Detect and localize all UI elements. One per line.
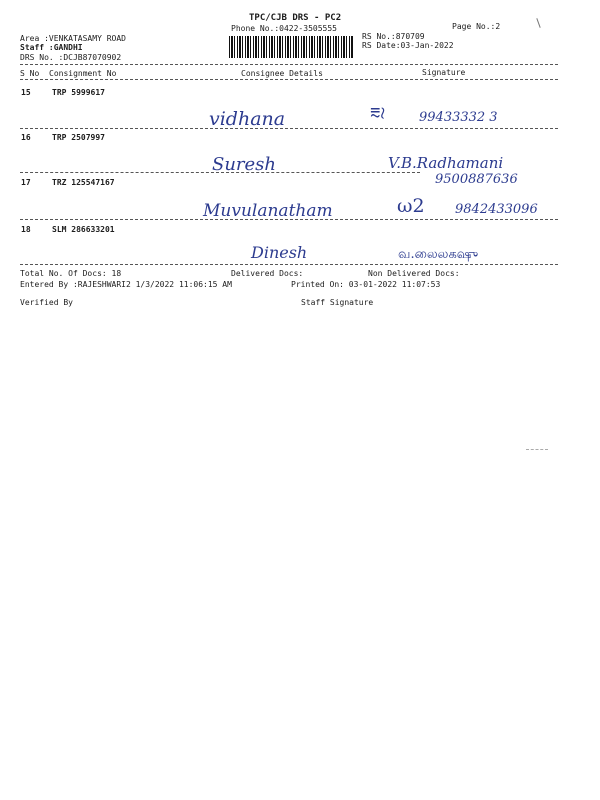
column-header-consignment: Consignment No: [49, 69, 117, 78]
row-sno: 18: [21, 225, 31, 234]
handwritten-consignee-name: vidhana: [209, 108, 286, 130]
rs-number: RS No.:870709: [362, 32, 425, 41]
printed-on: Printed On: 03-01-2022 11:07:53: [291, 280, 441, 289]
column-header-sno: S No: [20, 69, 40, 78]
handwritten-phone: 99433332 3: [419, 110, 498, 125]
staff-label: Staff :GANDHI: [20, 43, 83, 52]
divider: [20, 128, 558, 129]
column-header-signature: Signature: [422, 68, 466, 77]
signature-scribble-icon: வ.லைலகஷு: [398, 247, 479, 262]
divider: [20, 264, 558, 265]
row-consignment: TRZ 125547167: [52, 178, 115, 187]
row-consignment: TRP 5999617: [52, 88, 105, 97]
phone-number: Phone No.:0422-3505555: [231, 24, 337, 33]
handwritten-consignee-name: Dinesh: [251, 243, 308, 262]
row-sno: 15: [21, 88, 31, 97]
delivered-docs: Delivered Docs:: [231, 269, 304, 278]
signature-scribble-icon: ⩳≀: [370, 102, 385, 123]
non-delivered-docs: Non Delivered Docs:: [368, 269, 460, 278]
document-title: TPC/CJB DRS - PC2: [249, 13, 342, 23]
handwritten-phone: 9842433096: [455, 202, 538, 217]
column-header-consignee: Consignee Details: [241, 69, 323, 78]
staff-signature: Staff Signature: [301, 298, 374, 307]
handwritten-signature: V.B.Radhamani: [388, 154, 504, 172]
handwritten-consignee-name: Muvulanatham: [203, 201, 333, 221]
total-docs: Total No. Of Docs: 18: [20, 269, 122, 278]
barcode: [229, 36, 354, 58]
handwritten-consignee-name: Suresh: [212, 154, 277, 175]
divider: [20, 219, 558, 220]
entered-by: Entered By :RAJESHWARI2 1/3/2022 11:06:15 AM: [20, 280, 232, 289]
row-sno: 17: [21, 178, 31, 187]
drs-number: DRS No. :DCJB87070902: [20, 53, 122, 62]
page-number: Page No.:2: [452, 22, 501, 31]
row-sno: 16: [21, 133, 31, 142]
row-consignment: TRP 2507997: [52, 133, 105, 142]
verified-by: Verified By: [20, 298, 73, 307]
area-label: Area :VENKATASAMY ROAD: [20, 34, 126, 43]
row-consignment: SLM 286633201: [52, 225, 115, 234]
signature-scribble-icon: ω2: [397, 195, 425, 217]
divider: [20, 172, 420, 173]
stray-mark: [526, 449, 548, 450]
divider: [20, 79, 558, 80]
divider: [20, 64, 558, 65]
stray-mark: [536, 18, 540, 28]
handwritten-phone: 9500887636: [435, 172, 518, 187]
rs-date: RS Date:03-Jan-2022: [362, 41, 454, 50]
